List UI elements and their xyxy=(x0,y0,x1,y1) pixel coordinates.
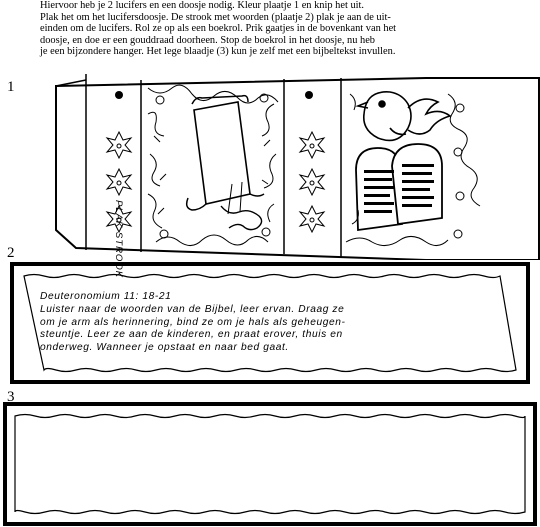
punch-hole-icon xyxy=(115,91,123,99)
label-number-3: 3 xyxy=(7,389,15,405)
instruction-line: Hiervoor heb je 2 lucifers en een doosje nodig. Kleur plaatje 1 en knip het uit. xyxy=(40,0,365,11)
scripture-reference: Deuteronomium 11: 18-21 xyxy=(40,291,172,302)
flower-icon xyxy=(300,206,324,232)
scripture-line: onderweg. Wanneer je opstaat en naar bed gaat. xyxy=(40,342,289,354)
instruction-line: Plak het om het lucifersdoosje. De strook met woorden (plaatje 2) plak je aan de uit- xyxy=(40,11,391,23)
scripture-line: om je arm als herinnering, bind ze om je hals als geheugen- xyxy=(40,316,346,328)
punch-hole-icon xyxy=(305,91,313,99)
torah-scroll-icon xyxy=(187,96,264,230)
flower-icon xyxy=(107,169,131,195)
instruction-line: einden om de lucifers. Rol ze op als een boekrol. Prik gaatjes in de bovenkant van het xyxy=(40,23,397,35)
flower-icon xyxy=(300,132,324,158)
label-number-1: 1 xyxy=(7,79,15,95)
stone-tablets-icon xyxy=(356,144,442,230)
scripture-line: Luister naar de woorden van de Bijbel, leer ervan. Draag ze xyxy=(40,303,345,315)
matchbox-template xyxy=(46,74,540,279)
scripture-strip xyxy=(10,262,530,384)
scripture-text xyxy=(40,291,510,355)
label-number-2: 2 xyxy=(7,245,15,261)
instruction-line: je een bijzondere hanger. Het lege blaadje (3) kun je zelf met een bijbeltekst invullen. xyxy=(40,46,396,58)
blank-strip-frame xyxy=(3,402,537,526)
flower-icon xyxy=(300,169,324,195)
dove-icon xyxy=(358,92,450,141)
flower-icon xyxy=(107,132,131,158)
blank-strip xyxy=(3,402,537,526)
instruction-line: doosje, en doe er een gouddraad doorheen. Stop de boekrol in het doosje, nu heb xyxy=(40,34,376,46)
instructions xyxy=(10,0,538,58)
glue-strip-label: PLAK STROOK xyxy=(113,199,124,279)
scripture-line: steuntje. Leer ze aan de kinderen, en praat erover, thuis en xyxy=(40,329,343,341)
